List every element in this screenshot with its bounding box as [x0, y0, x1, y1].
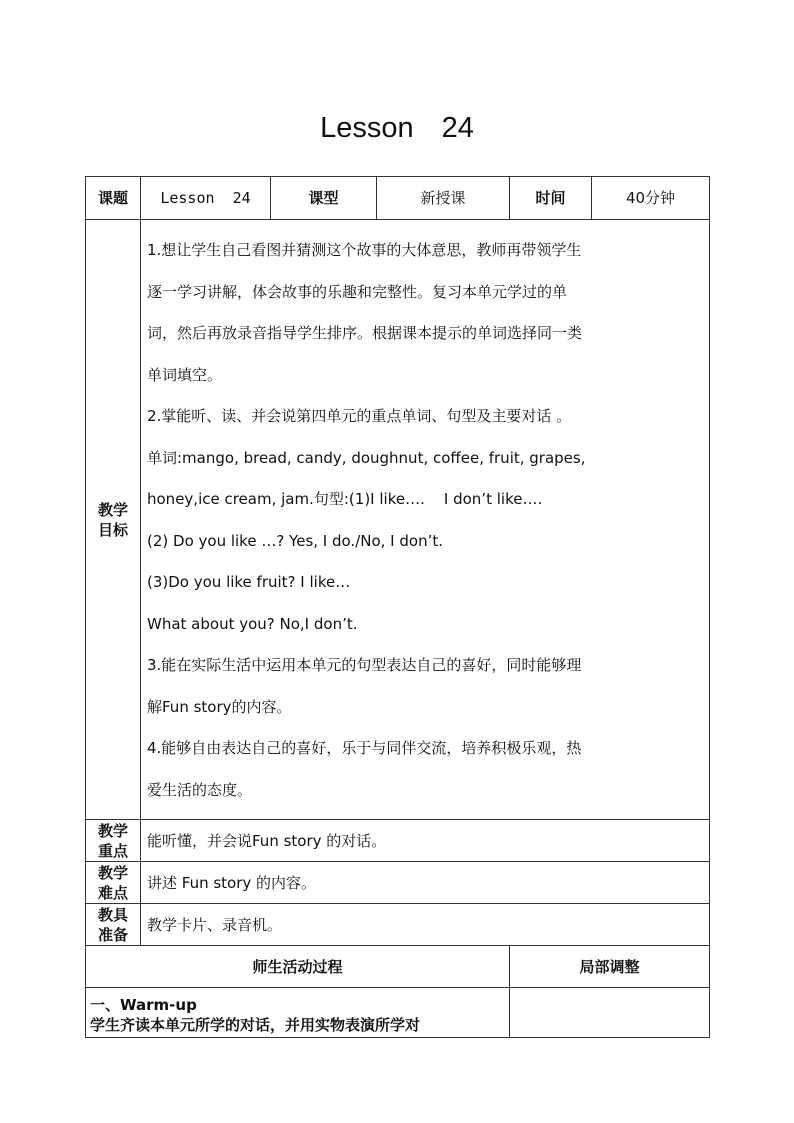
key-points-label: 教学 重点	[86, 820, 141, 862]
materials-row	[86, 904, 710, 946]
objective-line: 1.想让学生自己看图并猜测这个故事的大体意思，教师再带领学生	[147, 241, 582, 259]
topic-value: Lesson 24	[141, 177, 271, 220]
objective-line: 2.掌能听、读、并会说第四单元的重点单词、句型及主要对话 。	[147, 407, 572, 425]
objectives-content	[141, 220, 710, 820]
objective-line: 爱生活的态度。	[147, 780, 253, 799]
process-row	[86, 988, 710, 1038]
time-label: 时间	[510, 177, 592, 220]
materials-label: 教具 准备	[86, 904, 141, 946]
objective-line: (2) Do you like …? Yes, I do./No, I don’t.	[147, 531, 444, 550]
header-row	[86, 177, 710, 220]
materials-value: 教学卡片、录音机。	[141, 904, 710, 946]
objective-line: 3.能在实际生活中运用本单元的句型表达自己的喜好，同时能够理	[147, 656, 582, 674]
key-points-row	[86, 820, 710, 862]
lesson-plan-table	[85, 176, 710, 1038]
difficulties-value: 讲述 Fun story 的内容。	[141, 862, 710, 904]
process-content	[86, 988, 510, 1038]
objective-line: What about you? No,I don’t.	[147, 614, 358, 633]
difficulties-row	[86, 862, 710, 904]
process-adjustment	[510, 988, 710, 1038]
lesson-title-number: 24	[441, 112, 474, 144]
objective-line: 逐一学习讲解，体会故事的乐趣和完整性。复习本单元学过的单	[147, 282, 568, 301]
objective-line: 4.能够自由表达自己的喜好，乐于与同伴交流，培养积极乐观，热	[147, 739, 582, 757]
objective-line: 单词填空。	[147, 365, 223, 384]
difficulties-label: 教学 难点	[86, 862, 141, 904]
objective-line: 解Fun story的内容。	[147, 697, 292, 716]
objectives-row	[86, 220, 710, 820]
process-header-right: 局部调整	[510, 946, 710, 988]
topic-label: 课题	[86, 177, 141, 220]
objective-line: honey,ice cream, jam.句型:(1)I like…. I don’t like….	[147, 490, 543, 508]
warmup-text: 学生齐读本单元所学的对话，并用实物表演所学对	[90, 1015, 421, 1034]
lesson-title-word: Lesson	[320, 112, 414, 144]
objectives-label: 教学 目标	[86, 220, 141, 820]
objective-line: (3)Do you like fruit? I like…	[147, 573, 351, 591]
type-label: 课型	[271, 177, 377, 220]
time-value: 40分钟	[592, 177, 710, 220]
objective-line: 词，然后再放录音指导学生排序。根据课本提示的单词选择同一类	[147, 324, 583, 342]
warmup-title: 一、Warm-up	[90, 995, 197, 1014]
objective-line: 单词:mango, bread, candy, doughnut, coffee, fruit, grapes,	[147, 448, 586, 467]
type-value: 新授课	[377, 177, 510, 220]
lesson-title	[0, 108, 794, 148]
process-header-left: 师生活动过程	[86, 946, 510, 988]
process-header-row	[86, 946, 710, 988]
key-points-value: 能听懂，并会说Fun story 的对话。	[141, 820, 710, 862]
